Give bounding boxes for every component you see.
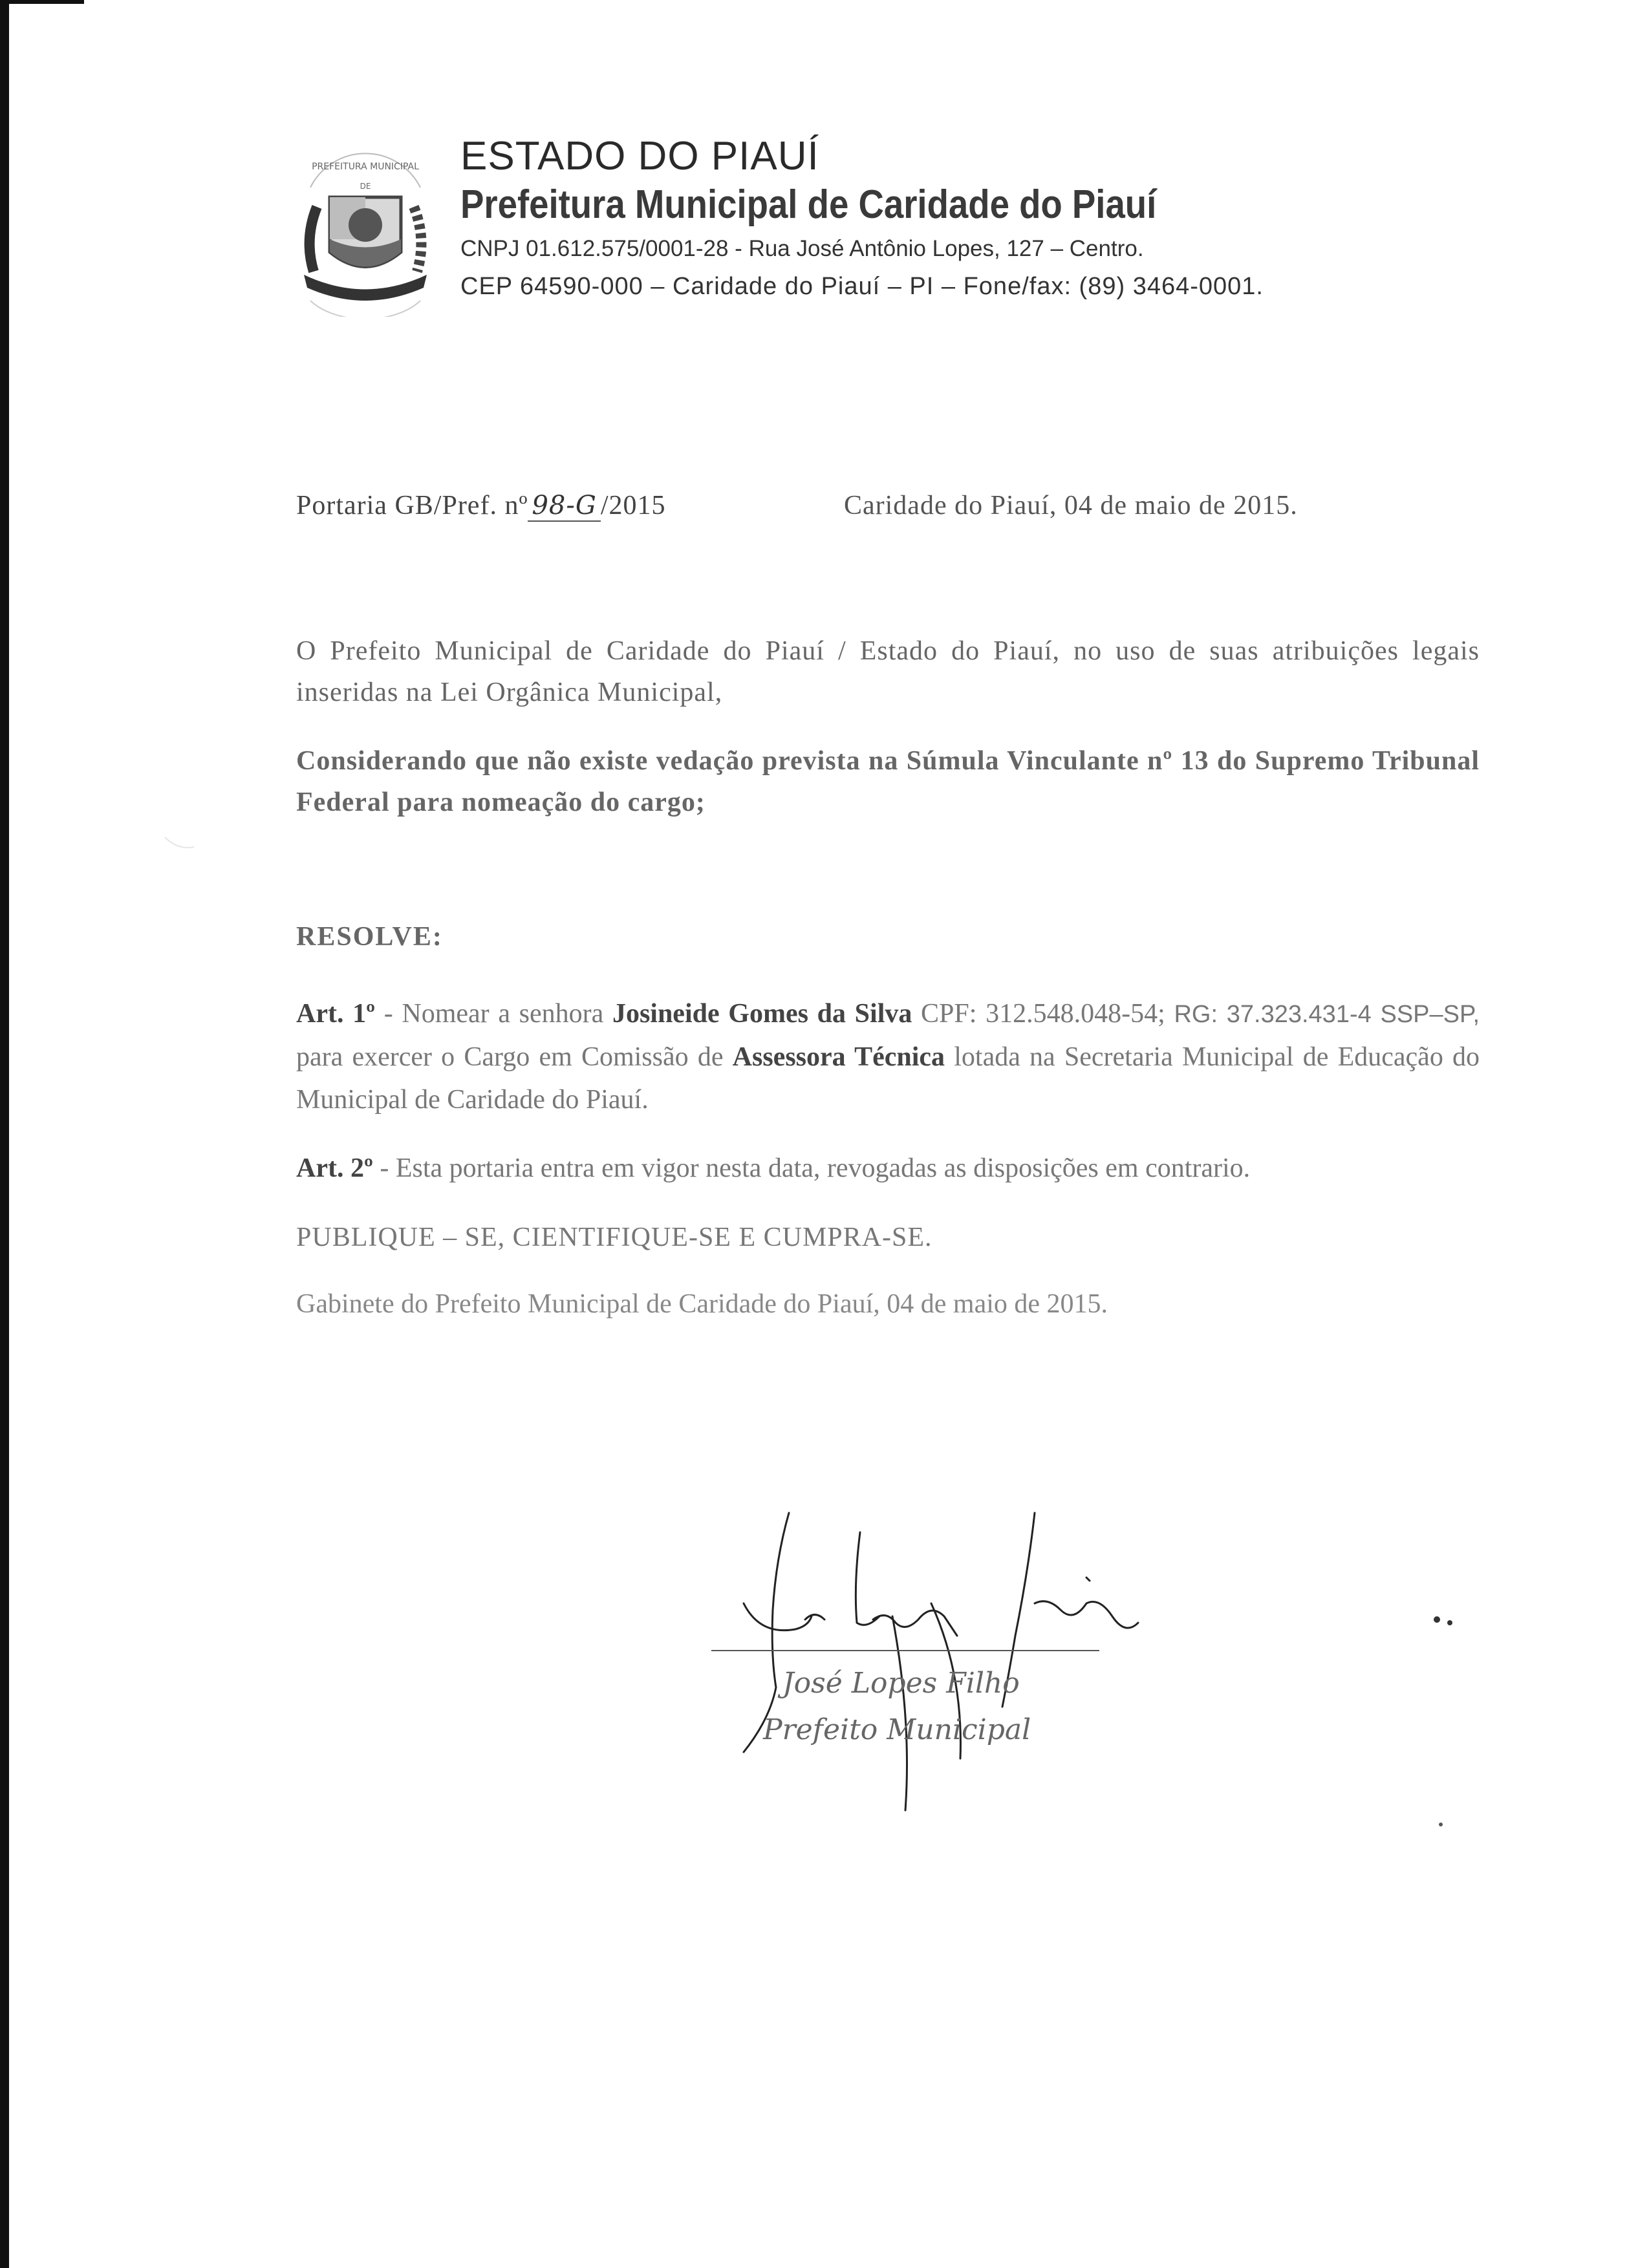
prefecture-heading: Prefeitura Municipal de Caridade do Piauí xyxy=(460,182,1157,227)
article-1-cpf: CPF: 312.548.048-54; xyxy=(912,999,1174,1029)
article-2-text: - Esta portaria entra em vigor nesta data, revogadas as disposições em contrario. xyxy=(372,1153,1251,1183)
cnpj-address-line: CNPJ 01.612.575/0001-28 - Rua José Antônio Lopes, 127 – Centro. xyxy=(460,236,1144,261)
scan-edge-left xyxy=(0,0,9,2268)
scan-edge-top xyxy=(0,0,84,4)
article-1-text-a: - Nomear a senhora xyxy=(375,999,612,1029)
appointee-role: Assessora Técnica xyxy=(732,1042,945,1072)
cep-phone-line: CEP 64590-000 – Caridade do Piauí – PI – Fone/fax: (89) 3464-0001. xyxy=(460,273,1264,300)
crest-de-text: DE xyxy=(360,182,371,191)
appointee-name: Josineide Gomes da Silva xyxy=(612,999,912,1029)
intro-paragraph: O Prefeito Municipal de Caridade do Piauí / Estado do Piauí, no uso de suas atribuições legais inseridas na Lei Orgânica Municipal, xyxy=(296,636,1480,707)
portaria-suffix: /2015 xyxy=(600,491,666,520)
article-1-rg: RG: 37.323.431-4 SSP–SP, xyxy=(1174,1001,1480,1028)
signature-block xyxy=(698,1506,1216,1830)
article-2 xyxy=(296,1148,1480,1189)
signature-line xyxy=(711,1650,1099,1651)
publique-line: PUBLIQUE – SE, CIENTIFIQUE-SE E CUMPRA-SE. xyxy=(296,1223,932,1252)
portaria-handwritten-number: 98-G xyxy=(528,491,600,522)
article-2-label: Art. 2º xyxy=(296,1153,373,1183)
portaria-number-line xyxy=(296,490,666,522)
municipal-crest-icon xyxy=(285,142,446,317)
considerando-paragraph: Considerando que não existe vedação prevista na Súmula Vinculante nº 13 do Supremo Tribunal Federal para nomeação do cargo; xyxy=(296,746,1480,817)
resolve-heading: RESOLVE: xyxy=(296,922,443,952)
article-1 xyxy=(296,992,1480,1121)
signatory-title: Prefeito Municipal xyxy=(763,1713,1031,1746)
article-1-text-c: para exercer o Cargo em Comissão de xyxy=(296,1042,733,1072)
article-1-label: Art. 1º xyxy=(296,999,376,1029)
signatory-name: José Lopes Filho xyxy=(782,1667,1020,1700)
document-date: Caridade do Piauí, 04 de maio de 2015. xyxy=(844,491,1298,520)
letterhead xyxy=(285,133,1449,326)
article-1-text-d: lotada na Secretaria Municipal de Educação do Municipal de Caridade do Piauí. xyxy=(296,1042,1480,1115)
gabinete-line: Gabinete do Prefeito Municipal de Caridade do Piauí, 04 de maio de 2015. xyxy=(296,1289,1108,1319)
crest-arc-text: PREFEITURA MUNICIPAL xyxy=(312,162,419,172)
state-heading: ESTADO DO PIAUÍ xyxy=(460,134,819,178)
portaria-prefix: Portaria GB/Pref. nº xyxy=(296,491,528,520)
